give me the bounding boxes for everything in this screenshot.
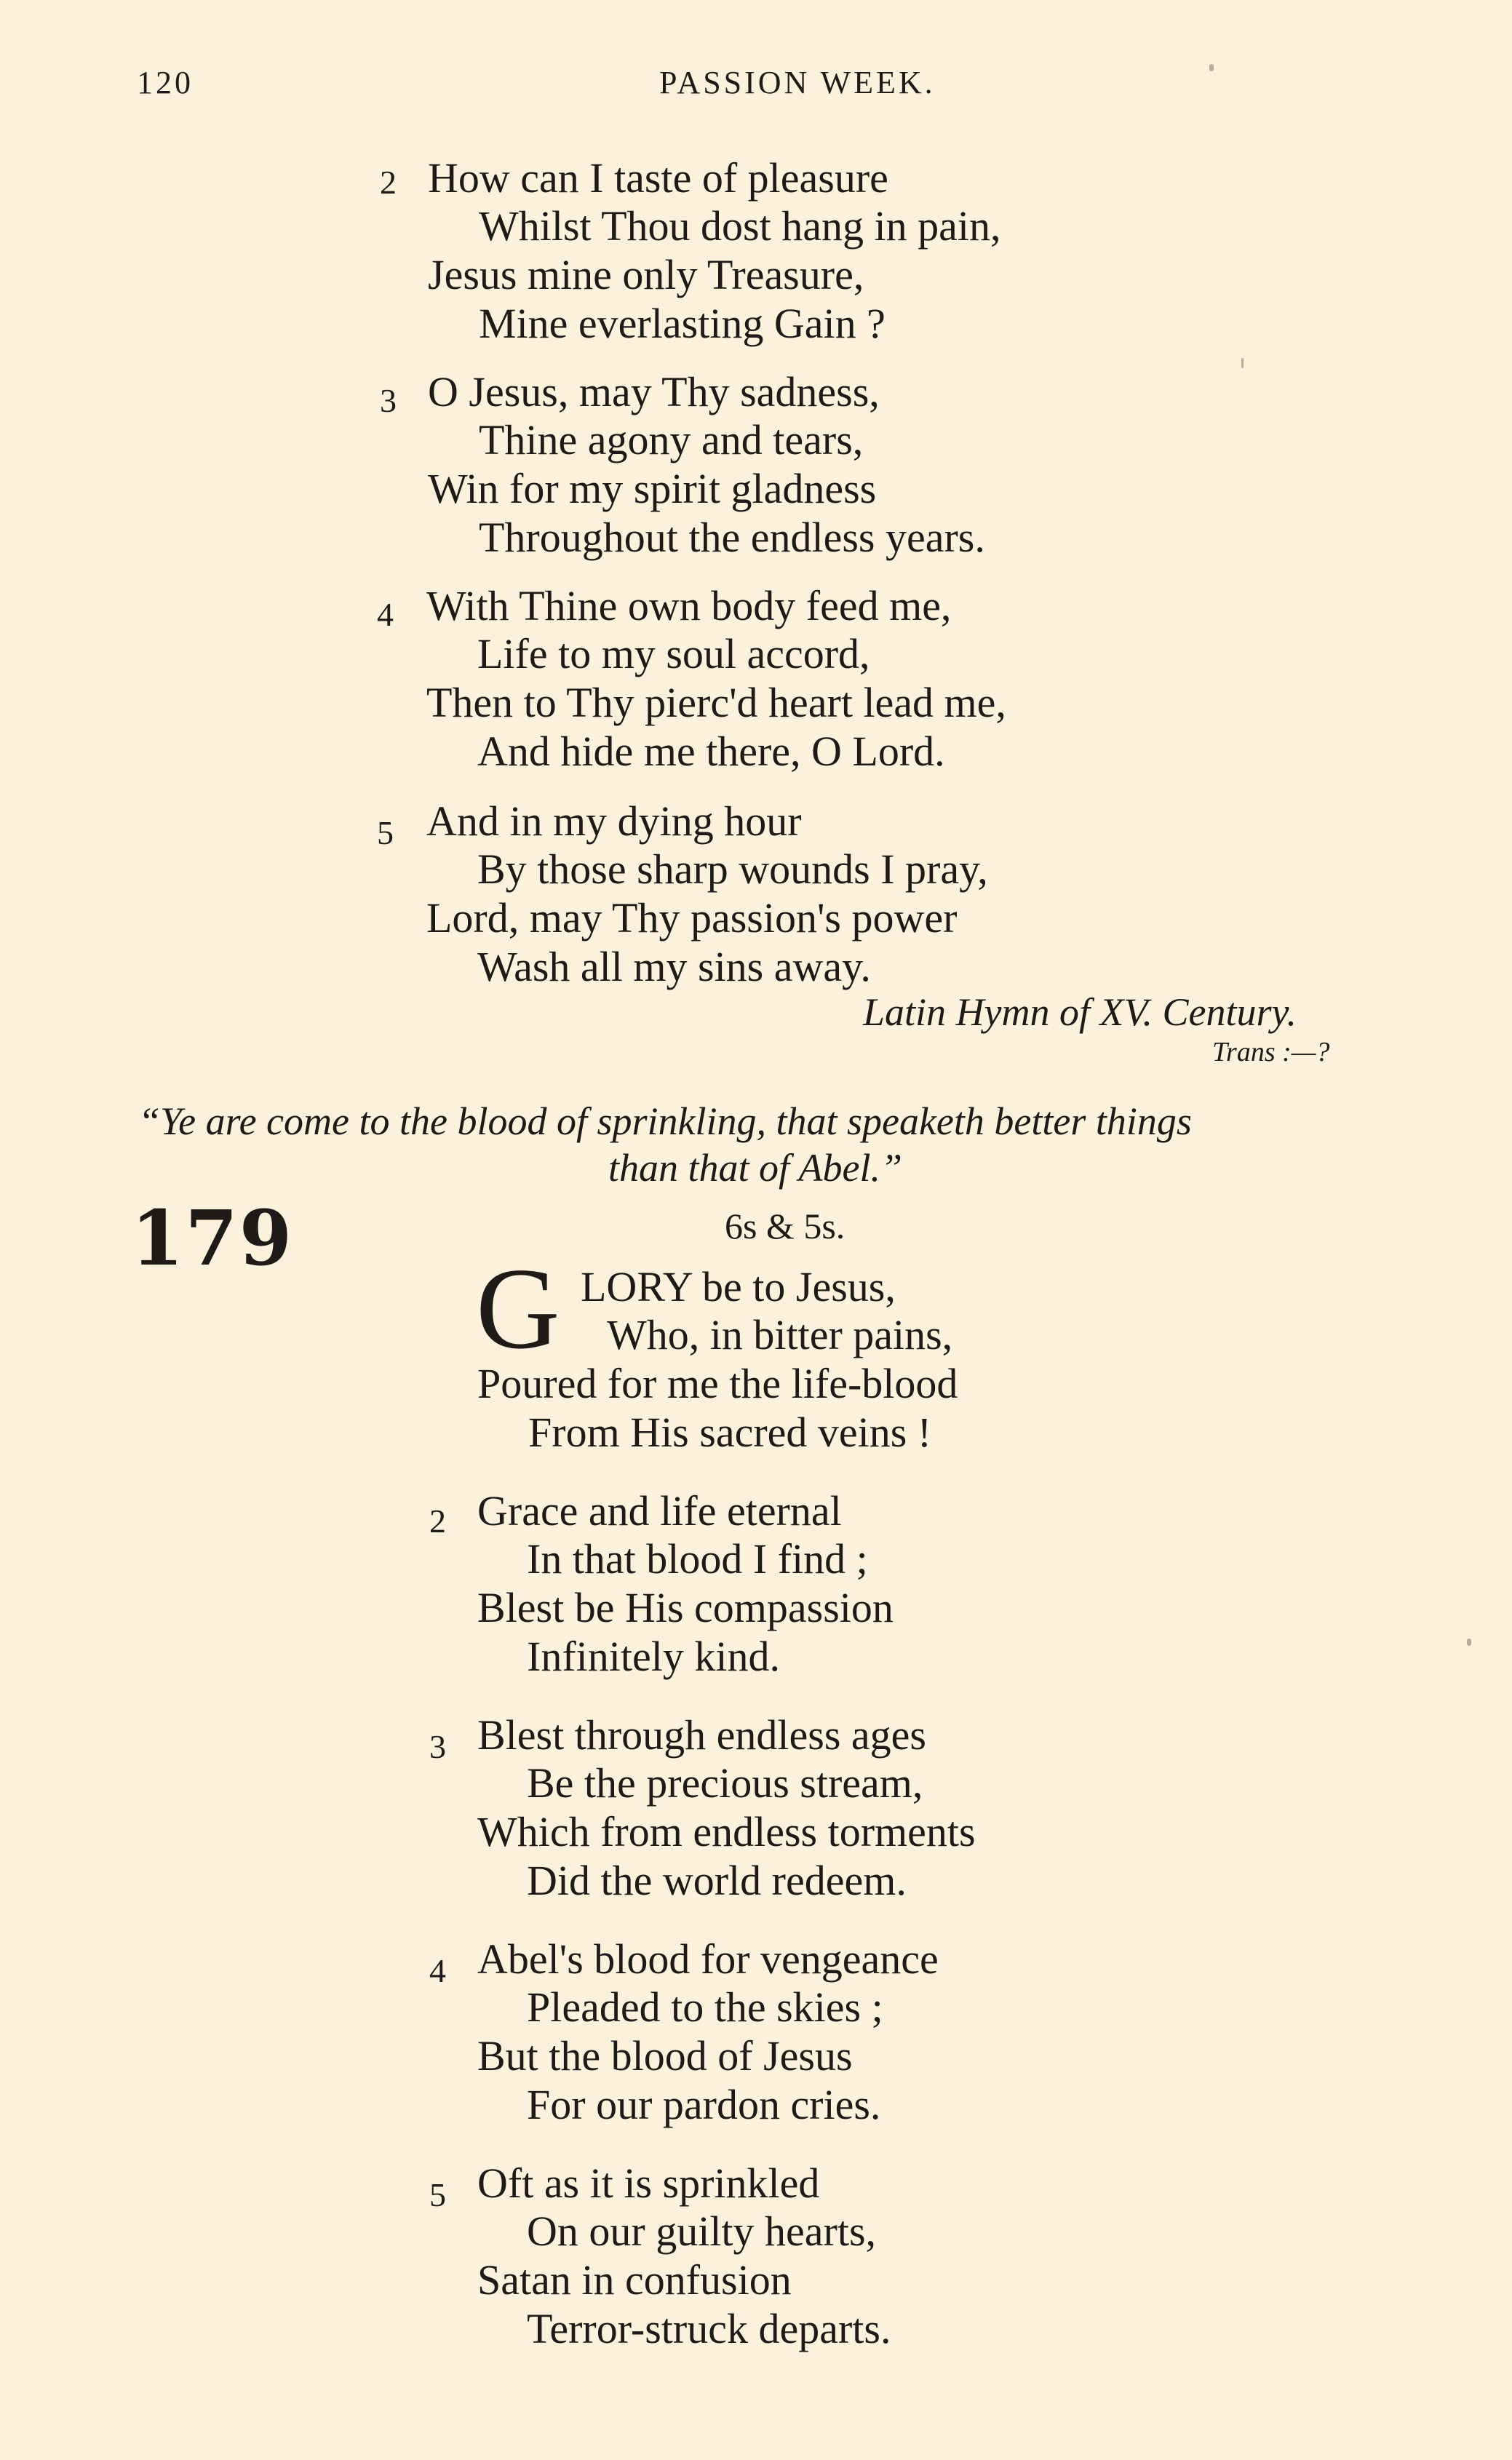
- translator-note: Trans :—?: [1212, 1037, 1330, 1067]
- verse-line: O Jesus, may Thy sadness,: [428, 368, 880, 415]
- paper-speck: [1241, 358, 1244, 368]
- section-title: PASSION WEEK.: [659, 65, 936, 100]
- verse-number: 5: [429, 2176, 446, 2213]
- verse-line: Pleaded to the skies ;: [527, 1983, 883, 2031]
- verse-line: Did the world redeem.: [527, 1857, 907, 1904]
- hymn-attribution: Latin Hymn of XV. Century.: [863, 990, 1297, 1034]
- verse-line: Throughout the endless years.: [479, 514, 985, 561]
- page-number: 120: [137, 65, 194, 100]
- verse-line: LORY be to Jesus,: [581, 1263, 896, 1310]
- verse-line: Satan in confusion: [477, 2256, 792, 2304]
- verse-number: 4: [377, 596, 394, 633]
- verse-line: On our guilty hearts,: [527, 2208, 877, 2255]
- verse-line: Jesus mine only Treasure,: [428, 251, 864, 298]
- epigraph: than that of Abel.”: [608, 1146, 903, 1190]
- hymn-meter: 6s & 5s.: [725, 1206, 845, 1246]
- verse-number: 2: [380, 164, 397, 201]
- epigraph: “Ye are come to the blood of sprinkling, that speaketh better things: [138, 1099, 1192, 1143]
- verse-line: For our pardon cries.: [527, 2081, 881, 2128]
- verse-line: From His sacred veins !: [528, 1409, 932, 1456]
- paper-speck: [1467, 1639, 1471, 1646]
- verse-line: Oft as it is sprinkled: [477, 2160, 820, 2207]
- verse-line: And in my dying hour: [426, 797, 802, 845]
- verse-line: Thine agony and tears,: [479, 416, 864, 463]
- verse-line: Be the precious stream,: [527, 1759, 923, 1807]
- verse-line: Life to my soul accord,: [477, 630, 870, 677]
- verse-line: Whilst Thou dost hang in pain,: [479, 202, 1001, 250]
- verse-line: Lord, may Thy passion's power: [426, 894, 958, 942]
- verse-line: With Thine own body feed me,: [426, 582, 952, 629]
- verse-line: Blest be His compassion: [477, 1584, 894, 1631]
- verse-line: Infinitely kind.: [527, 1633, 780, 1680]
- verse-line: Which from endless torments: [477, 1808, 976, 1855]
- hymn-number: 179: [131, 1193, 294, 1283]
- verse-number: 3: [380, 382, 397, 419]
- drop-cap: G: [476, 1243, 560, 1373]
- verse-line: But the blood of Jesus: [477, 2032, 853, 2079]
- verse-number: 2: [429, 1502, 446, 1540]
- verse-line: In that blood I find ;: [527, 1535, 868, 1583]
- verse-line: Win for my spirit gladness: [428, 465, 877, 512]
- verse-line: By those sharp wounds I pray,: [477, 845, 988, 893]
- verse-number: 4: [429, 1952, 446, 1989]
- verse-line: Mine everlasting Gain ?: [479, 300, 886, 347]
- paper-speck: [1209, 64, 1214, 71]
- verse-number: 5: [377, 814, 394, 851]
- verse-line: How can I taste of pleasure: [428, 154, 888, 202]
- verse-line: Poured for me the life-blood: [477, 1360, 958, 1407]
- verse-line: Grace and life eternal: [477, 1487, 842, 1534]
- verse-number: 3: [429, 1728, 446, 1765]
- verse-line: And hide me there, O Lord.: [477, 728, 945, 775]
- verse-line: Abel's blood for vengeance: [477, 1935, 939, 1983]
- verse-line: Then to Thy pierc'd heart lead me,: [426, 679, 1006, 726]
- verse-line: Wash all my sins away.: [477, 943, 871, 990]
- verse-line: Terror-struck departs.: [527, 2305, 891, 2352]
- verse-line: Who, in bitter pains,: [607, 1311, 953, 1358]
- verse-line: Blest through endless ages: [477, 1711, 926, 1759]
